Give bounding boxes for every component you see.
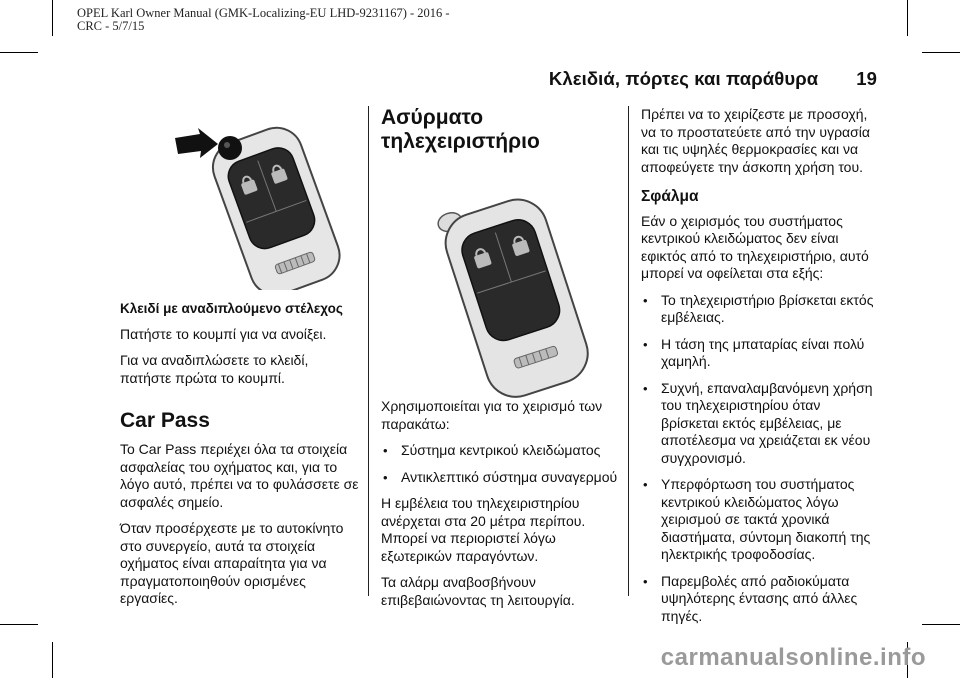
column-1	[120, 100, 360, 617]
bullet-list	[381, 442, 626, 486]
paragraph: Πατήστε το κουμπί για να ανοίξει.	[120, 325, 327, 342]
document-header-line2: CRC - 5/7/15	[77, 19, 145, 33]
crop-mark	[0, 52, 38, 53]
list-item: • Υπερφόρτωση του συστήματος κεντρικού κλειδώματος λόγω χειρισμού σε τακτά χρονικά διαστήματα, σύντομη διακοπή της ηλεκτρικής τροφοδοσίας.	[641, 476, 881, 564]
document-header-line1: OPEL Karl Owner Manual (GMK-Localizing-EU LHD-9231167) - 2016 -	[77, 6, 450, 20]
crop-mark	[52, 642, 53, 678]
paragraph: Εάν ο χειρισμός του συστήματος κεντρικού κλειδώματος δεν είναι εφικτός από το τηλεχειριστήριο, αυτό μπορεί να οφείλεται στα εξής:	[641, 212, 869, 281]
paragraph: Για να αναδιπλώσετε το κλειδί, πατήστε πρώτα το κουμπί.	[120, 352, 309, 386]
crop-mark	[0, 624, 38, 625]
crop-mark	[52, 0, 53, 36]
list-item: • Παρεμβολές από ραδιοκύματα υψηλότερης έντασης από άλλες πηγές.	[641, 573, 881, 626]
list-item: • Σύστημα κεντρικού κλειδώματος	[381, 442, 626, 460]
list-item: • Η τάση της μπαταρίας είναι πολύ χαμηλή.	[641, 336, 881, 371]
folding-key-illustration	[120, 100, 360, 290]
column-3	[641, 106, 881, 634]
section-heading-fault: Σφάλμα	[641, 188, 699, 205]
page-title: Κλειδιά, πόρτες και παράθυρα	[548, 68, 819, 89]
figure-caption: Κλειδί με αναδιπλούμενο στέλεχος	[120, 301, 343, 316]
crop-mark	[907, 0, 908, 36]
column-divider	[368, 106, 369, 596]
remote-key-illustration	[381, 168, 626, 398]
paragraph: Τα αλάρμ αναβοσβήνουν επιβεβαιώνοντας τη λειτουργία.	[381, 574, 575, 608]
paragraph: Πρέπει να το χειρίζεστε με προσοχή, να το προστατεύετε από την υγρασία και τις υψηλές θερμοκρασίες και να αποφεύγετε την άσκοπη χρήση του.	[641, 106, 870, 175]
column-divider	[628, 106, 629, 596]
section-heading-car-pass: Car Pass	[120, 409, 210, 432]
column-2	[381, 106, 626, 618]
paragraph: To Car Pass περιέχει όλα τα στοιχεία ασφαλείας του οχήματος και, για το λόγο αυτό, πρέπει να το φυλάσσετε σε ασφαλές σημείο.	[120, 441, 359, 510]
document-header	[77, 7, 450, 33]
paragraph: Η εμβέλεια του τηλεχειριστηρίου ανέρχεται στα 20 μέτρα περίπου. Μπορεί να περιοριστεί λόγω εξωτερικών παραγόντων.	[381, 495, 586, 564]
crop-mark	[922, 52, 960, 53]
watermark: carmanualsonline.info	[660, 644, 926, 671]
list-item: • Συχνή, επαναλαμβανόμενη χρήση του τηλεχειριστηρίου όταν βρίσκεται εκτός εμβέλειας, με αποτέλεσμα να χρειάζεται εκ νέου συγχρονισμό.	[641, 380, 881, 468]
crop-mark	[922, 624, 960, 625]
page-heading	[549, 68, 877, 90]
paragraph: Χρησιμοποιείται για το χειρισμό των παρακάτω:	[381, 398, 603, 432]
page-number: 19	[856, 68, 877, 89]
section-heading-remote-control: Ασύρματο τηλεχειριστήριο	[381, 106, 540, 153]
bullet-list	[641, 292, 881, 626]
paragraph: Όταν προσέρχεστε με το αυτοκίνητο στο συνεργείο, αυτά τα στοιχεία οχήματος είναι απαραίτητα για να πραγματοποιηθούν ορισμένες εργασίες.	[120, 520, 344, 606]
list-item: • Αντικλεπτικό σύστημα συναγερμού	[381, 469, 626, 487]
list-item: • Το τηλεχειριστήριο βρίσκεται εκτός εμβέλειας.	[641, 292, 881, 327]
